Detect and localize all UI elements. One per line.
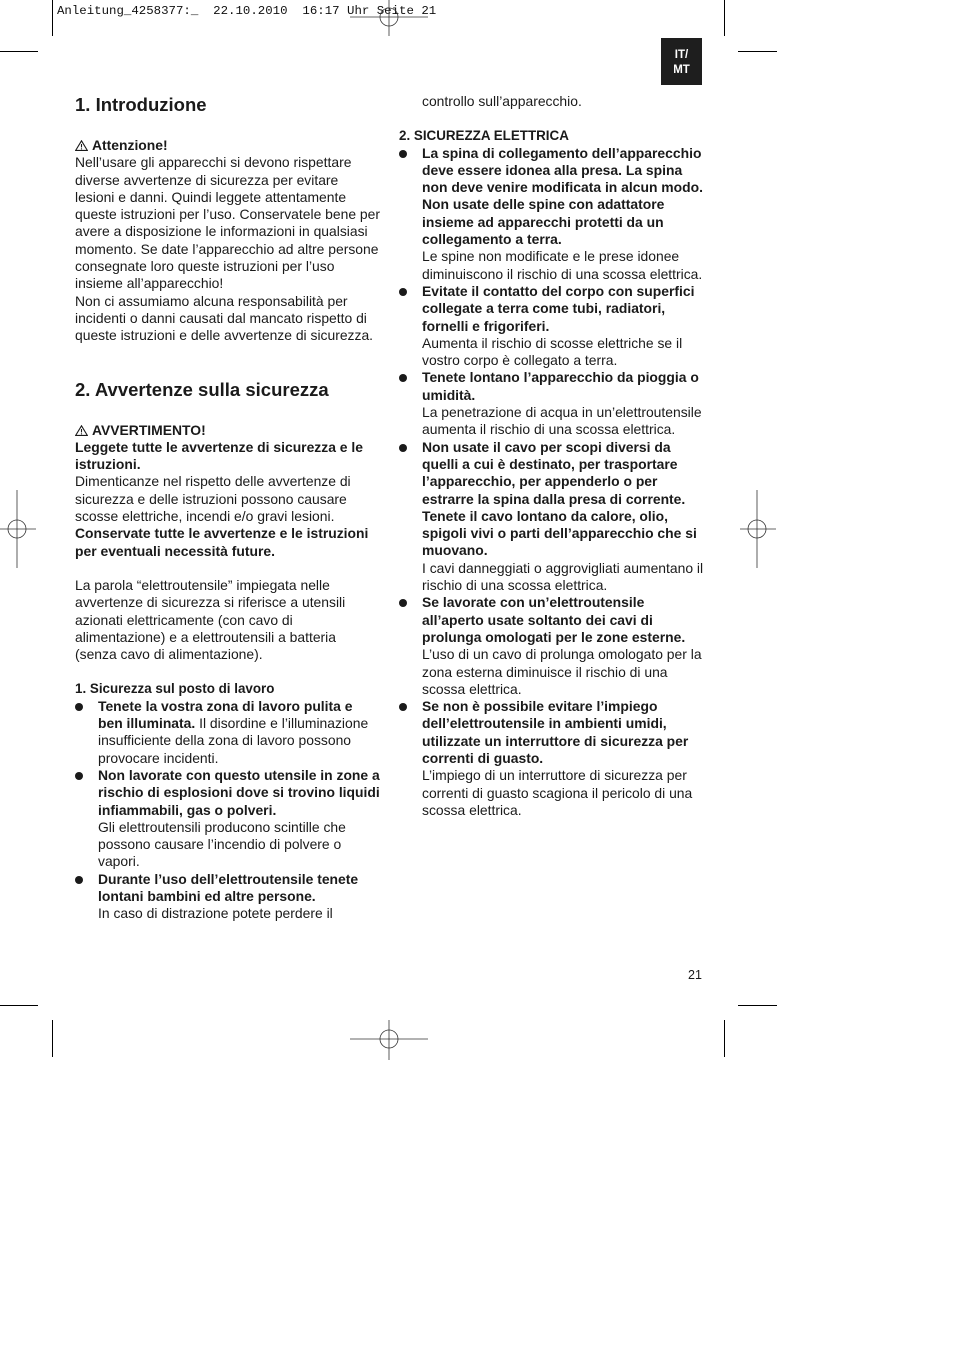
list-item-text: Gli elettroutensili producono scintille che possono causare l’incendio di polvere o vapori. — [98, 818, 346, 870]
continued-text: controllo sull’apparecchio. — [422, 93, 582, 109]
list-item-text: L’impiego di un interruttore di sicurezza per correnti di guasto scagiona il pericolo di una scossa elettrica. — [422, 767, 693, 818]
registration-mark-icon — [350, 0, 428, 36]
list-item-text: Le spine non modificate e le prese idonee diminuiscono il rischio di una scossa elettrica. — [422, 248, 703, 282]
registration-mark-icon — [0, 490, 36, 568]
warning-paragraph: Dimenticanze nel rispetto delle avvertenze di sicurezza e delle istruzioni possono causare scosse elettriche, incendi e/o gravi lesioni. — [75, 473, 351, 525]
slug-file: Anleitung_4258377:_ — [57, 4, 199, 18]
warning-triangle-icon — [75, 140, 88, 151]
list-item — [399, 698, 704, 819]
list-item-bold: La spina di collegamento dell’apparecchio deve essere idonea alla presa. La spina non deve venire modificata in alcun modo. Non usate delle spine con adattatore insieme ad apparecchi protetti da un collegamento a terra. — [422, 144, 703, 248]
list-item-bold: Non lavorate con questo utensile in zone a rischio di esplosioni dove si trovino liquidi infiammabili, gas o polveri. — [98, 766, 380, 818]
bullet-icon — [75, 703, 83, 711]
term-definition-paragraph: La parola “elettroutensile” impiegata nelle avvertenze di sicurezza si riferisce a utensili azionati elettricamente (con cavo di alimentazione) e a elettroutensili a batteria (senza cavo di alimentazione). — [75, 576, 346, 663]
list-item-text: La penetrazione di acqua in un’elettroutensile aumenta il rischio di una scossa elettrica. — [422, 404, 702, 438]
list-item — [399, 369, 704, 438]
attention-title: Attenzione! — [92, 137, 168, 153]
list-item-text: Il disordine e l’illuminazione insufficiente della zona di lavoro possono provocare incidenti. — [98, 715, 369, 766]
crop-mark — [52, 0, 53, 36]
slug-time: 16:17 Uhr — [302, 4, 370, 18]
warning-bold-text: Leggete tutte le avvertenze di sicurezza e le istruzioni. — [75, 438, 363, 473]
list-item-text: L’uso di un cavo di prolunga omologato per la zona esterna diminuisce il rischio di una scossa elettrica. — [422, 646, 702, 697]
list-item — [75, 871, 380, 923]
section-heading-introduction: 1. Introduzione — [75, 94, 207, 115]
crop-mark — [52, 1020, 53, 1057]
attention-heading — [75, 137, 380, 154]
slug-page: Seite 21 — [376, 4, 437, 18]
warning-title: AVVERTIMENTO! — [92, 421, 206, 438]
list-item — [399, 594, 704, 698]
list-item — [75, 767, 380, 871]
slug-date: 22.10.2010 — [213, 4, 288, 18]
list-item-bold: Tenete la vostra zona di lavoro pulita e ben illuminata. — [98, 697, 353, 732]
warning-heading — [75, 422, 380, 439]
bullet-icon — [399, 150, 407, 158]
list-item-text: In caso di distrazione potete perdere il — [98, 905, 333, 922]
crop-mark — [0, 51, 38, 52]
list-item — [399, 439, 704, 595]
list-item — [75, 698, 380, 767]
crop-mark — [724, 0, 725, 36]
crop-mark — [738, 1005, 777, 1006]
language-tab-line: MT — [673, 64, 690, 76]
registration-mark-icon — [350, 1020, 428, 1060]
page-number: 21 — [688, 968, 702, 982]
subheading-workplace-safety: 1. Sicurezza sul posto di lavoro — [75, 681, 275, 697]
list-item-bold: Durante l’uso dell’elettroutensile tenete lontani bambini ed altre persone. — [98, 870, 359, 904]
bullet-icon — [399, 703, 407, 711]
bullet-icon — [399, 288, 407, 296]
crop-mark — [738, 51, 777, 52]
list-item-text: Aumenta il rischio di scosse elettriche se il vostro corpo è collegato a terra. — [422, 334, 683, 369]
right-column — [399, 93, 704, 819]
language-tab-line: IT/ — [674, 49, 689, 61]
crop-mark — [724, 1020, 725, 1057]
list-item-bold: Se non è possibile evitare l’impiego dell’elettroutensile in ambienti umidi, utilizzate un interruttore di sicurezza per correnti di guasto. — [422, 698, 689, 766]
registration-mark-icon — [740, 490, 776, 568]
keep-instructions-text: Conservate tutte le avvertenze e le istruzioni per eventuali necessità future. — [75, 525, 369, 559]
subheading-electrical-safety: 2. SICUREZZA ELETTRICA — [399, 128, 569, 144]
list-item — [399, 283, 704, 369]
intro-paragraph: Nell’usare gli apparecchi si devono rispettare diverse avvertenze di sicurezza per evitare lesioni e danni. Quindi leggete attentamente queste istruzioni per l’uso. Conservatele bene per avere a disposizione le informazioni in qualsiasi momento. Se date l’apparecchio ad altre persone consegnate loro queste istruzioni per l’uso insieme all’apparecchio! — [75, 154, 380, 292]
list-item-bold: Tenete lontano l’apparecchio da pioggia o umidità. — [422, 369, 699, 403]
warning-triangle-icon — [75, 425, 88, 436]
bullet-icon — [399, 374, 407, 382]
list-item-bold: Evitate il contatto del corpo con superfici collegate a terra come tubi, radiatori, fornelli e frigoriferi. — [422, 282, 695, 334]
list-item-bold: Se lavorate con un’elettroutensile all’aperto usate soltanto dei cavi di prolunga omologati per le zone esterne. — [422, 594, 686, 645]
list-item-bold: Non usate il cavo per scopi diversi da quelli a cui è destinato, per trasportare l’apparecchio, per appenderlo o per estrarre la spina dalla presa di corrente. Tenete il cavo lontano da calore, olio, spigoli vivi o parti dell’apparecchio che si muovano. — [422, 438, 697, 559]
list-item — [399, 145, 704, 283]
bullet-icon — [399, 444, 407, 452]
language-tab — [661, 38, 702, 85]
list-item-text: I cavi danneggiati o aggrovigliati aumentano il rischio di una scossa elettrica. — [422, 559, 704, 594]
bullet-icon — [75, 876, 83, 884]
crop-mark — [0, 1005, 38, 1006]
section-heading-safety: 2. Avvertenze sulla sicurezza — [75, 378, 329, 400]
bullet-icon — [75, 772, 83, 780]
liability-paragraph: Non ci assumiamo alcuna responsabilità per incidenti o danni causati dal mancato rispetto di queste istruzioni e delle avvertenze di sicurezza. — [75, 292, 374, 344]
left-column — [75, 94, 380, 923]
bullet-icon — [399, 599, 407, 607]
